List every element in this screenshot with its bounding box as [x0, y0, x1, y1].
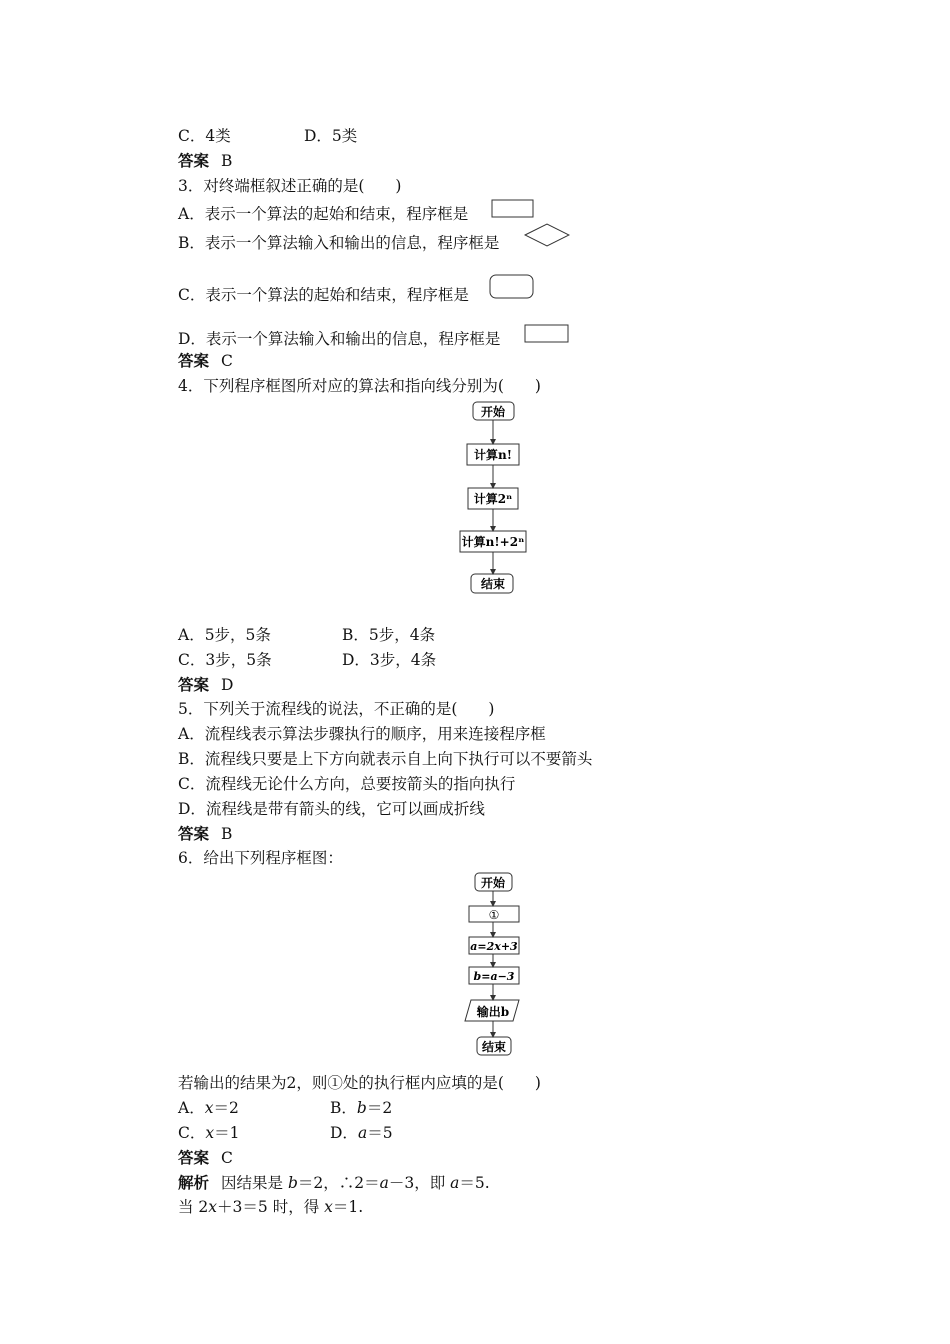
answer-3 [178, 351, 233, 371]
q5-option-a: A．流程线表示算法步骤执行的顺序，用来连接程序框 [178, 725, 546, 743]
option-c: C．4类 [178, 127, 231, 145]
q5-option-d: D．流程线是带有箭头的线，它可以画成折线 [178, 800, 485, 818]
option-variable: b [356, 1099, 367, 1117]
explanation-text: －3，即 [388, 1174, 451, 1192]
explanation-text: ＋3＝5 时，得 [217, 1198, 325, 1216]
explanation-variable: a [450, 1174, 460, 1192]
q3-option-b [178, 233, 499, 253]
rounded-rectangle-shape-icon [489, 274, 535, 300]
question-6: 6．给出下列程序框图： [178, 849, 343, 867]
answer-value: C [221, 1149, 233, 1167]
answer-value: C [221, 352, 233, 370]
answer-5 [178, 824, 232, 844]
option-variable: x [205, 1124, 215, 1142]
q4-option-d: D．3步，4条 [342, 651, 437, 669]
rectangle-shape-icon [491, 199, 535, 219]
option-prefix: C． [178, 1124, 206, 1142]
flow1-step1-text: 计算n! [474, 448, 512, 462]
explanation-line-1 [178, 1173, 490, 1193]
option-text: B．表示一个算法输入和输出的信息，程序框是 [178, 234, 500, 252]
q6-option-a [178, 1098, 239, 1118]
answer-label: 答案 [178, 351, 210, 370]
option-d: D．5类 [304, 127, 358, 145]
answer-value: B [221, 825, 233, 843]
flow1-step2-text: 计算2ⁿ [473, 492, 513, 506]
explanation-line-2 [178, 1197, 363, 1217]
q4-option-b: B．5步，4条 [342, 626, 436, 644]
option-prefix: D． [330, 1124, 358, 1142]
option-value: ＝5 [367, 1124, 393, 1142]
flow2-step1-text: ① [488, 908, 500, 922]
option-text: A．表示一个算法的起始和结束，程序框是 [178, 205, 469, 223]
explanation-text: ＝5. [459, 1174, 490, 1192]
diamond-shape-icon [524, 223, 570, 248]
explanation-text: 当 2 [178, 1198, 209, 1216]
explanation-variable: x [208, 1198, 218, 1216]
answer-6 [178, 1148, 233, 1168]
q3-option-c [178, 285, 469, 305]
flow2-start-text: 开始 [480, 876, 506, 890]
question-4: 4．下列程序框图所对应的算法和指向线分别为( ) [178, 377, 541, 395]
q6-option-d [330, 1123, 393, 1143]
rectangle-shape-icon [524, 324, 570, 344]
q4-option-a: A．5步，5条 [178, 626, 271, 644]
q5-option-c: C．流程线无论什么方向，总要按箭头的指向执行 [178, 775, 516, 793]
explanation-text: ＝2，∴2＝ [297, 1174, 380, 1192]
flowchart-1 [440, 398, 550, 598]
q6-option-c [178, 1123, 240, 1143]
answer-label: 答案 [178, 824, 210, 843]
q4-option-c: C．3步，5条 [178, 651, 272, 669]
answer-label: 答案 [178, 151, 210, 170]
answer-value: B [221, 152, 233, 170]
flow1-step3-text: 计算n!+2ⁿ [461, 535, 525, 549]
option-value: ＝2 [366, 1099, 393, 1117]
question-5: 5．下列关于流程线的说法，不正确的是( ) [178, 700, 495, 718]
option-prefix: A． [178, 1099, 205, 1117]
flow2-end-text: 结束 [481, 1040, 507, 1054]
option-value: ＝1 [214, 1124, 240, 1142]
flow2-step3-text: b=a−3 [473, 970, 515, 983]
answer-4 [178, 675, 233, 695]
option-text: C．表示一个算法的起始和结束，程序框是 [178, 286, 469, 304]
explanation-text: 因结果是 [221, 1174, 288, 1192]
explanation-variable: a [379, 1174, 389, 1192]
question-3: 3．对终端框叙述正确的是( ) [178, 177, 402, 195]
answer-2 [178, 151, 232, 171]
q3-option-d [178, 329, 500, 349]
q2-options-row [178, 126, 231, 146]
flow2-output-text: 输出b [476, 1005, 510, 1019]
option-value: ＝2 [213, 1099, 239, 1117]
flow1-end-text: 结束 [480, 577, 506, 591]
flow1-start-text: 开始 [480, 405, 506, 419]
explanation-text: ＝1. [332, 1198, 364, 1216]
q6-text: 若输出的结果为2，则①处的执行框内应填的是( ) [178, 1074, 541, 1092]
explanation-variable: x [324, 1198, 333, 1216]
answer-label: 答案 [178, 1148, 210, 1167]
explanation-label: 解析 [178, 1173, 210, 1192]
answer-value: D [221, 676, 234, 694]
option-text: D．表示一个算法输入和输出的信息，程序框是 [178, 330, 501, 348]
option-variable: a [357, 1124, 368, 1142]
option-variable: x [204, 1099, 214, 1117]
q6-option-b [330, 1098, 392, 1118]
q5-option-b: B．流程线只要是上下方向就表示自上向下执行可以不要箭头 [178, 750, 593, 768]
explanation-variable: b [287, 1174, 298, 1192]
answer-label: 答案 [178, 675, 210, 694]
option-prefix: B． [330, 1099, 357, 1117]
flow2-step2-text: a=2x+3 [470, 940, 518, 953]
flowchart-2 [450, 868, 540, 1063]
q3-option-a [178, 204, 468, 224]
